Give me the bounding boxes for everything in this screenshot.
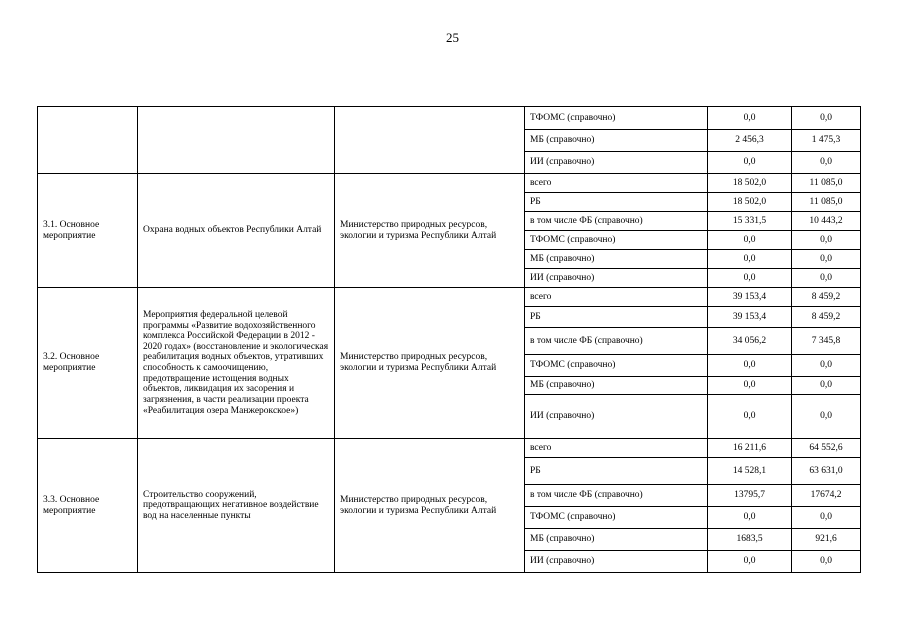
activity-code: 3.3. Основное мероприятие: [38, 439, 138, 573]
source-cell: ТФОМС (справочно): [525, 231, 708, 250]
source-cell: ИИ (справочно): [525, 269, 708, 288]
value-cell: 11 085,0: [792, 193, 861, 212]
source-cell: ТФОМС (справочно): [525, 355, 708, 377]
value-cell: 0,0: [792, 107, 861, 130]
source-cell: всего: [525, 288, 708, 307]
value-cell: 0,0: [792, 269, 861, 288]
value-cell: 0,0: [708, 507, 792, 529]
value-cell: 0,0: [792, 551, 861, 573]
value-cell: 18 502,0: [708, 193, 792, 212]
value-cell: 0,0: [708, 152, 792, 174]
value-cell: 8 459,2: [792, 288, 861, 307]
value-cell: 0,0: [708, 269, 792, 288]
source-cell: ТФОМС (справочно): [525, 507, 708, 529]
value-cell: 0,0: [792, 395, 861, 439]
value-cell: 39 153,4: [708, 288, 792, 307]
activity-code: 3.2. Основное мероприятие: [38, 288, 138, 439]
activity-executor: Министерство природных ресурсов, экологии и туризма Республики Алтай: [335, 174, 525, 288]
value-cell: 2 456,3: [708, 130, 792, 152]
value-cell: 1 475,3: [792, 130, 861, 152]
value-cell: 8 459,2: [792, 307, 861, 328]
value-cell: 0,0: [792, 507, 861, 529]
source-cell: РБ: [525, 307, 708, 328]
value-cell: 7 345,8: [792, 328, 861, 355]
value-cell: 0,0: [792, 231, 861, 250]
source-cell: в том числе ФБ (справочно): [525, 328, 708, 355]
value-cell: 15 331,5: [708, 212, 792, 231]
activity-name: Мероприятия федеральной целевой программы «Развитие водохозяйственного комплекса Российской Федерации в 2012 - 2020 годах» (восстановление и экологическая реабилитация водных объектов, утративших способность к самоочищению, предотвращение истощения водных объектов, ликвидация их засорения и загрязнения, в части реализации проекта «Реабилитация озера Манжерокское»): [138, 288, 335, 439]
name-cell: [138, 107, 335, 174]
activity-executor: Министерство природных ресурсов, экологии и туризма Республики Алтай: [335, 439, 525, 573]
source-cell: ИИ (справочно): [525, 152, 708, 174]
table-row: [38, 288, 861, 307]
source-cell: ИИ (справочно): [525, 551, 708, 573]
code-cell: [38, 107, 138, 174]
source-cell: МБ (справочно): [525, 529, 708, 551]
source-cell: РБ: [525, 458, 708, 485]
value-cell: 0,0: [792, 250, 861, 269]
activity-name: Охрана водных объектов Республики Алтай: [138, 174, 335, 288]
source-cell: в том числе ФБ (справочно): [525, 212, 708, 231]
value-cell: 63 631,0: [792, 458, 861, 485]
value-cell: 18 502,0: [708, 174, 792, 193]
source-cell: МБ (справочно): [525, 130, 708, 152]
value-cell: 0,0: [708, 551, 792, 573]
value-cell: 14 528,1: [708, 458, 792, 485]
activity-code: 3.1. Основное мероприятие: [38, 174, 138, 288]
value-cell: 13795,7: [708, 485, 792, 507]
value-cell: 921,6: [792, 529, 861, 551]
value-cell: 0,0: [708, 107, 792, 130]
value-cell: 0,0: [708, 231, 792, 250]
value-cell: 64 552,6: [792, 439, 861, 458]
program-funding-table: [37, 106, 861, 573]
source-cell: в том числе ФБ (справочно): [525, 485, 708, 507]
source-cell: всего: [525, 439, 708, 458]
value-cell: 1683,5: [708, 529, 792, 551]
page-number: 25: [446, 30, 459, 45]
source-cell: ИИ (справочно): [525, 395, 708, 439]
value-cell: 0,0: [708, 355, 792, 377]
value-cell: 34 056,2: [708, 328, 792, 355]
value-cell: 0,0: [708, 395, 792, 439]
value-cell: 0,0: [708, 377, 792, 395]
value-cell: 0,0: [792, 355, 861, 377]
source-cell: всего: [525, 174, 708, 193]
source-cell: РБ: [525, 193, 708, 212]
activity-executor: Министерство природных ресурсов, экологии и туризма Республики Алтай: [335, 288, 525, 439]
source-cell: МБ (справочно): [525, 250, 708, 269]
activity-name: Строительство сооружений, предотвращающих негативное воздействие вод на населенные пункты: [138, 439, 335, 573]
value-cell: 11 085,0: [792, 174, 861, 193]
table-row: [38, 439, 861, 458]
source-cell: МБ (справочно): [525, 377, 708, 395]
table-row: [38, 174, 861, 193]
value-cell: 0,0: [708, 250, 792, 269]
value-cell: 17674,2: [792, 485, 861, 507]
value-cell: 0,0: [792, 377, 861, 395]
value-cell: 16 211,6: [708, 439, 792, 458]
table-row: [38, 107, 861, 130]
value-cell: 0,0: [792, 152, 861, 174]
value-cell: 10 443,2: [792, 212, 861, 231]
value-cell: 39 153,4: [708, 307, 792, 328]
executor-cell: [335, 107, 525, 174]
source-cell: ТФОМС (справочно): [525, 107, 708, 130]
